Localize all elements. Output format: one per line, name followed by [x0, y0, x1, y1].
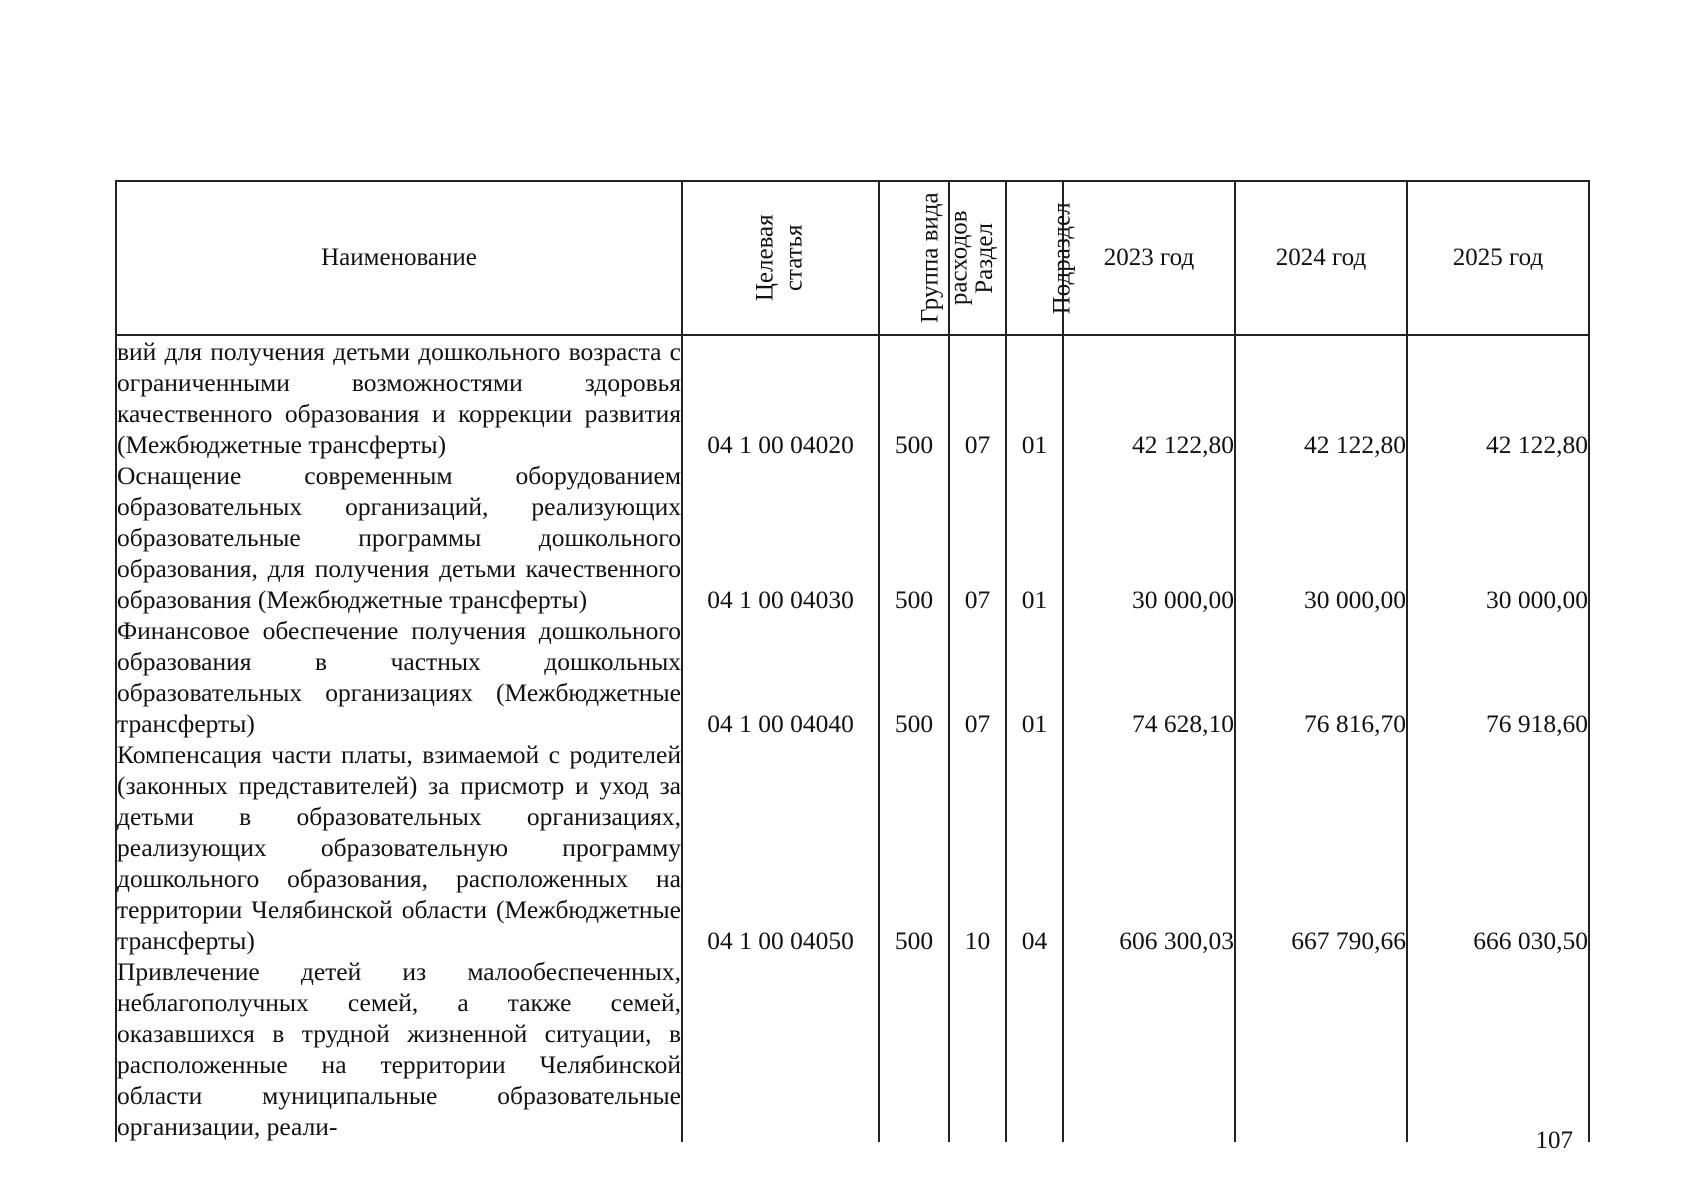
header-2024: 2024 год — [1235, 181, 1407, 335]
header-name: Наименование — [116, 181, 682, 335]
row-subsection: 01 — [1006, 615, 1063, 739]
table-row — [116, 460, 1589, 615]
row-value-2024 — [1235, 956, 1407, 1142]
row-value-2025: 76 918,60 — [1407, 615, 1589, 739]
header-target-article: Целевая статья — [682, 181, 879, 335]
table-header-row — [116, 181, 1589, 335]
row-value-2025: 42 122,80 — [1407, 335, 1589, 460]
row-expense-group: 500 — [879, 615, 949, 739]
row-value-2023: 606 300,03 — [1063, 739, 1235, 956]
header-section: Раздел — [949, 181, 1006, 335]
row-subsection: 04 — [1006, 739, 1063, 956]
row-subsection — [1006, 956, 1063, 1142]
header-2023: 2023 год — [1063, 181, 1235, 335]
row-name: вий для получения детьми дошкольного возраста с ограниченными возможностями здоровья качественного образования и коррекции развития (Межбюджетные трансферты) — [117, 337, 681, 459]
row-subsection: 01 — [1006, 460, 1063, 615]
row-expense-group: 500 — [879, 460, 949, 615]
row-target-article: 04 1 00 04030 — [682, 460, 879, 615]
table-row — [116, 739, 1589, 956]
row-value-2023: 74 628,10 — [1063, 615, 1235, 739]
row-value-2025: 666 030,50 — [1407, 739, 1589, 956]
row-section — [949, 956, 1006, 1142]
row-value-2024: 30 000,00 — [1235, 460, 1407, 615]
table-row — [116, 956, 1589, 1142]
row-value-2024: 76 816,70 — [1235, 615, 1407, 739]
row-value-2025: 30 000,00 — [1407, 460, 1589, 615]
row-value-2024: 42 122,80 — [1235, 335, 1407, 460]
header-subsection: Подраздел — [1006, 181, 1063, 335]
row-section: 10 — [949, 739, 1006, 956]
row-target-article: 04 1 00 04040 — [682, 615, 879, 739]
row-value-2023 — [1063, 956, 1235, 1142]
row-value-2023: 30 000,00 — [1063, 460, 1235, 615]
row-expense-group: 500 — [879, 335, 949, 460]
table-row — [116, 615, 1589, 739]
header-2025: 2025 год — [1407, 181, 1589, 335]
row-value-2023: 42 122,80 — [1063, 335, 1235, 460]
row-section: 07 — [949, 615, 1006, 739]
row-target-article: 04 1 00 04020 — [682, 335, 879, 460]
row-name: Оснащение современным оборудованием образовательных организаций, реализующих образовательные программы дошкольного образования, для получения детьми качественного образования (Межбюджетные трансферты) — [117, 461, 681, 614]
row-expense-group: 500 — [879, 739, 949, 956]
row-value-2024: 667 790,66 — [1235, 739, 1407, 956]
row-target-article — [682, 956, 879, 1142]
page-number: 107 — [1535, 1127, 1573, 1154]
row-value-2025 — [1407, 956, 1589, 1142]
row-expense-group — [879, 956, 949, 1142]
row-target-article: 04 1 00 04050 — [682, 739, 879, 956]
row-subsection: 01 — [1006, 335, 1063, 460]
budget-table — [115, 180, 1590, 1142]
table-row — [116, 335, 1589, 460]
row-name: Финансовое обеспечение получения дошкольного образования в частных дошкольных образовательных организациях (Межбюджетные трансферты) — [117, 616, 681, 738]
header-expense-group: Группа вида расходов — [879, 181, 949, 335]
row-name: Привлечение детей из малообеспеченных, неблагополучных семей, а также семей, оказавшихся в трудной жизненной ситуации, в расположенные на территории Челябинской области муниципальные образовательные организации, реали- — [117, 957, 681, 1141]
row-name: Компенсация части платы, взимаемой с родителей (законных представителей) за присмотр и уход за детьми в образовательных организациях, реализующих образовательную программу дошкольного образования, расположенных на территории Челябинской области (Межбюджетные трансферты) — [117, 740, 681, 955]
row-section: 07 — [949, 460, 1006, 615]
row-section: 07 — [949, 335, 1006, 460]
